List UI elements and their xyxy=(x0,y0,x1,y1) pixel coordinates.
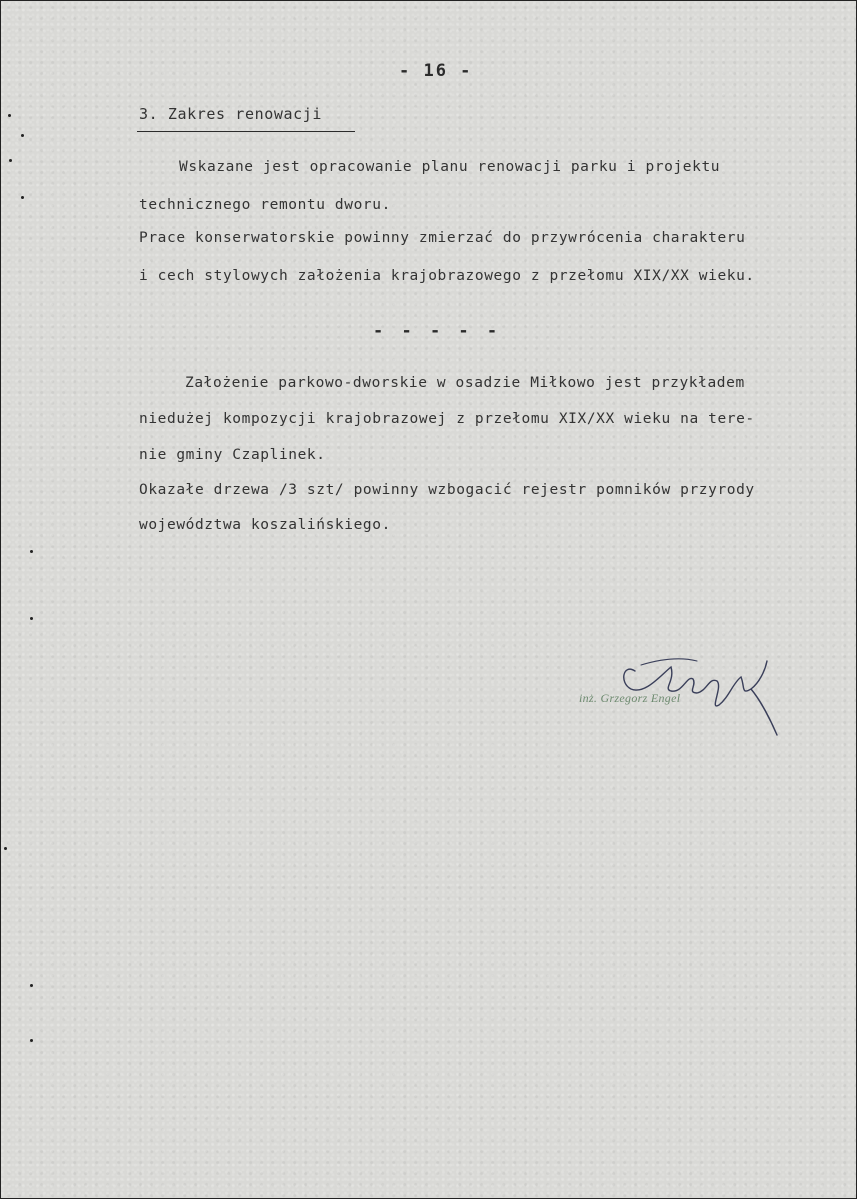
section-heading: 3. Zakres renowacji xyxy=(139,105,322,123)
handwritten-signature xyxy=(601,631,791,741)
margin-dot xyxy=(30,550,33,553)
margin-dot xyxy=(8,114,11,117)
summary-line-3: nie gminy Czaplinek. xyxy=(139,447,326,463)
summary-line-5: województwa koszalińskiego. xyxy=(139,517,391,533)
margin-dot xyxy=(30,617,33,620)
margin-dot xyxy=(30,984,33,987)
summary-line-2: niedużej kompozycji krajobrazowej z przełomu XIX/XX wieku na tere- xyxy=(139,411,755,427)
summary-line-1: Założenie parkowo-dworskie w osadzie Miłkowo jest przykładem xyxy=(185,375,745,391)
margin-dot xyxy=(4,847,7,850)
section-line-2: technicznego remontu dworu. xyxy=(139,197,391,213)
section-line-1: Wskazane jest opracowanie planu renowacji parku i projektu xyxy=(179,159,721,175)
margin-dot xyxy=(21,196,24,199)
section-line-4: i cech stylowych założenia krajobrazowego z przełomu XIX/XX wieku. xyxy=(139,268,755,284)
page-number: - 16 - xyxy=(399,61,473,81)
margin-dot xyxy=(30,1039,33,1042)
margin-dot xyxy=(21,134,24,137)
summary-line-4: Okazałe drzewa /3 szt/ powinny wzbogacić rejestr pomników przyrody xyxy=(139,482,755,498)
signature-stamp: inż. Grzegorz Engel xyxy=(579,691,681,705)
heading-underline xyxy=(137,131,355,132)
margin-dot xyxy=(9,159,12,162)
section-line-3: Prace konserwatorskie powinny zmierzać do przywrócenia charakteru xyxy=(139,230,746,246)
section-separator: - - - - - xyxy=(373,321,502,341)
